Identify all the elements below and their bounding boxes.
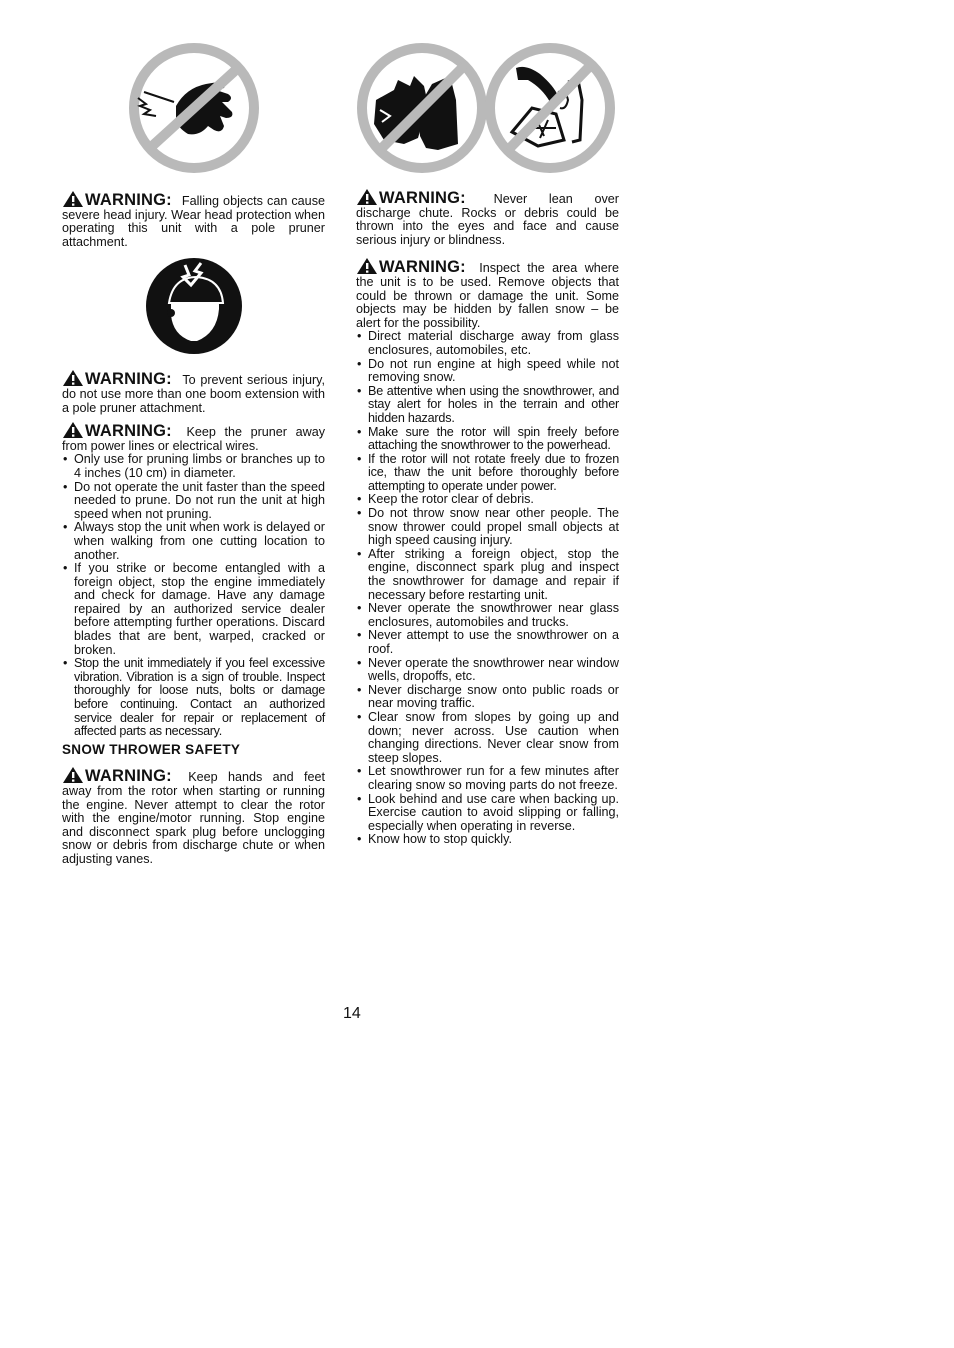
- list-item: • After striking a foreign object, stop the engine, disconnect spark plug and inspect the snowthrower for damage and repair if necessary before restarting unit.: [356, 548, 619, 602]
- warning-rotor: [62, 766, 325, 866]
- warning-text: Keep hands and feet away from the rotor when starting or running the engine. Never attempt to clear the rotor with the engine/motor running. Stop engine and disconnect spark plug before unclogging snow or debris from discharge chute or when adjusting vanes.: [62, 770, 325, 866]
- list-item: • Never operate the snowthrower near glass enclosures, automobiles and trucks.: [356, 602, 619, 629]
- list-item: • Make sure the rotor will spin freely before attaching the snowthrower to the powerhead.: [356, 426, 619, 453]
- page-number: 14: [343, 1005, 361, 1022]
- list-item: • Never discharge snow onto public roads or near moving traffic.: [356, 684, 619, 711]
- list-item: • Do not operate the unit faster than the speed needed to prune. Do not run the unit at high speed when not pruning.: [62, 481, 325, 522]
- warning-label: WARNING:: [85, 191, 172, 209]
- pruner-safety-list: [62, 453, 325, 738]
- list-item: • Do not run engine at high speed while not removing snow.: [356, 358, 619, 385]
- right-column: [356, 40, 619, 851]
- warning-text: Keep the pruner away from power lines or electrical wires.: [62, 425, 325, 453]
- head-protection-icon: [145, 257, 243, 355]
- warning-triangle-icon: [62, 369, 84, 387]
- list-item: • Keep the rotor clear of debris.: [356, 493, 619, 507]
- warning-label: WARNING:: [379, 189, 466, 207]
- list-item: • Do not throw snow near other people. The snow thrower could propel small objects at high speed causing injury.: [356, 507, 619, 548]
- list-item: • Know how to stop quickly.: [356, 833, 619, 847]
- list-item: • Be attentive when using the snowthrower, and stay alert for holes in the terrain and other hidden hazards.: [356, 385, 619, 426]
- list-item: • If the rotor will not rotate freely due to frozen ice, thaw the unit before thoroughly before attempting to operate under power.: [356, 453, 619, 494]
- list-item: • Let snowthrower run for a few minutes after clearing snow so moving parts do not freeze.: [356, 765, 619, 792]
- section-heading: SNOW THROWER SAFETY: [62, 741, 241, 757]
- warning-boom-extension: [62, 369, 325, 415]
- list-item: • Direct material discharge away from glass enclosures, automobiles, etc.: [356, 330, 619, 357]
- warning-falling-objects: [62, 190, 325, 249]
- warning-text: Never lean over discharge chute. Rocks or debris could be thrown into the eyes and face and cause serious injury or blindness.: [356, 192, 619, 247]
- warning-label: WARNING:: [85, 370, 172, 389]
- warning-text: Inspect the area where the unit is to be used. Remove objects that could be thrown or damage the unit. Some objects may be hidden by fallen snow – be alert for the possibility.: [356, 261, 619, 330]
- warning-triangle-icon: [62, 766, 84, 784]
- warning-triangle-icon: [62, 190, 84, 208]
- warning-discharge-chute: [356, 188, 619, 247]
- list-item: • Stop the unit immediately if you feel excessive vibration. Vibration is a sign of trouble. Inspect thoroughly for loose nuts, bolts or damage before continuing. Contact an authorized service dealer for repair or replacement of affected parts as necessary.: [62, 657, 325, 739]
- warning-label: WARNING:: [379, 258, 466, 277]
- list-item: • Look behind and use care when backing up. Exercise caution to avoid slipping or falling, especially when operating in reverse.: [356, 793, 619, 834]
- warning-label: WARNING:: [85, 422, 172, 441]
- warning-power-lines: [62, 421, 325, 453]
- list-item: • Clear snow from slopes by going up and down; never across. Use caution when changing directions. Never clear snow from steep slopes.: [356, 711, 619, 765]
- warning-text: To prevent serious injury, do not use more than one boom extension with a pole pruner attachment.: [62, 373, 325, 415]
- no-leaning-over-chute-icon: [482, 40, 618, 176]
- warning-triangle-icon: [62, 421, 84, 439]
- snowthrower-safety-list: [356, 330, 619, 847]
- list-item: • Never attempt to use the snowthrower on a roof.: [356, 629, 619, 656]
- warning-triangle-icon: [356, 188, 378, 206]
- prohibition-figures: [356, 40, 619, 176]
- list-item: • If you strike or become entangled with a foreign object, stop the engine immediately and check for damage. Have any damage repaired by an authorized service dealer before attempting further operations. Discard blades that are bent, warped, cracked or broken.: [62, 562, 325, 657]
- warning-inspect-area: [356, 257, 619, 330]
- no-hands-near-blades-icon: [124, 40, 264, 176]
- no-feet-near-rotor-icon: [354, 40, 490, 176]
- warning-triangle-icon: [356, 257, 378, 275]
- left-column: [62, 40, 325, 873]
- list-item: • Only use for pruning limbs or branches up to 4 inches (10 cm) in diameter.: [62, 453, 325, 480]
- list-item: • Never operate the snowthrower near window wells, dropoffs, etc.: [356, 657, 619, 684]
- list-item: • Always stop the unit when work is delayed or when walking from one cutting location to another.: [62, 521, 325, 562]
- warning-label: WARNING:: [85, 767, 172, 786]
- warning-text: Falling objects can cause severe head injury. Wear head protection when operating this unit with a pole pruner attachment.: [62, 194, 325, 249]
